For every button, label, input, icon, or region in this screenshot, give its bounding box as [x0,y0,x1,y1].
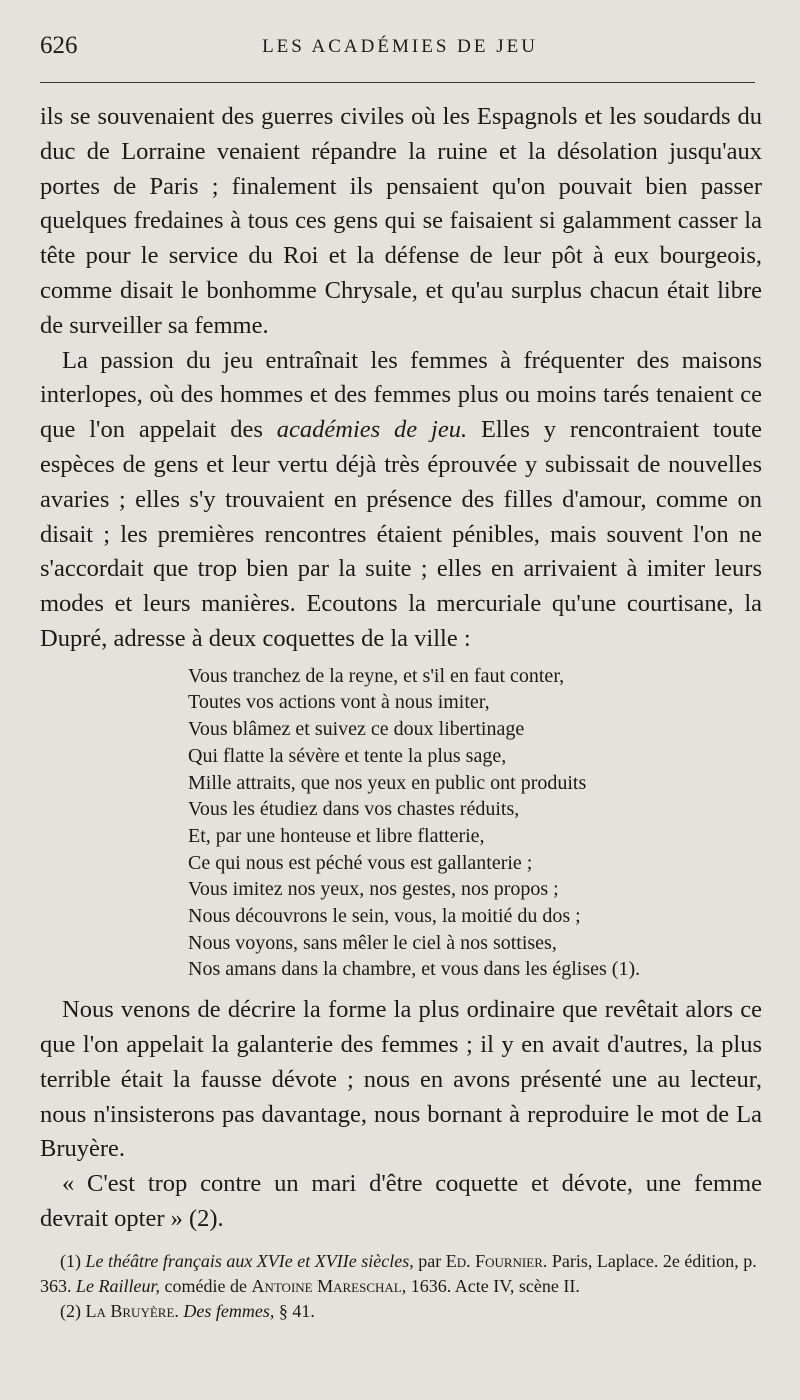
footnotes [40,1249,762,1324]
paragraph-2 [40,344,762,657]
footnote-1-number: (1) [60,1250,86,1271]
verse-quotation [188,663,762,983]
footnote-1-text: . Paris, Laplace. 2e édition, p. 363. [40,1250,757,1296]
verse-line: Vous tranchez de la reyne, et s'il en faut conter, [188,664,565,687]
header-rule [40,82,755,83]
footnote-1 [40,1249,762,1299]
footnote-2-number: (2) [60,1300,86,1321]
paragraph-1: ils se souvenaient des guerres civiles où les Espagnols et les soudards du duc de Lorraine venaient répandre la ruine et la désolation jusqu'aux portes de Paris ; finalement ils pensaient qu'on pouvait bien passer quelques fredaines à tous ces gens qui se faisaient si galamment casser la tête pour le service du Roi et la défense de leur pôt à eux bourgeois, comme disait le bonhomme Chrysale, et qu'au surplus chacun était libre de surveiller sa femme. [40,103,762,339]
footnote-1-text: par [413,1250,446,1271]
page-header [40,28,760,68]
verse-line: Mille attraits, que nos yeux en public ont produits [188,771,587,794]
footnote-2 [40,1299,762,1324]
verse-line: Vous imitez nos yeux, nos gestes, nos propos ; [188,878,559,901]
footnote-1-play-title: Le Railleur, [76,1275,160,1296]
paragraph-3: Nous venons de décrire la forme la plus ordinaire que revêtait alors ce que l'on appelait la galanterie des femmes ; il y en avait d'autres, la plus terrible était la fausse dévote ; nous en avons présenté une au lecteur, nous n'insisterons pas davantage, nous bornant à reproduire le mot de La Bruyère. [40,996,762,1163]
footnote-2-text: . [174,1300,184,1321]
verse-line: Qui flatte la sévère et tente la plus sage, [188,744,507,767]
verse-line: Nous voyons, sans mêler le ciel à nos sottises, [188,931,557,954]
page-body [40,100,762,1324]
paragraph-2-start: La passion du jeu entraînait les femmes à fréquenter des maisons interlopes, où des hommes et des femmes plus ou moins tarés tenaient ce que l'on appelait des [40,346,762,444]
verse-line: Et, par une honteuse et libre flatterie, [188,824,485,847]
verse-line: Vous blâmez et suivez ce doux libertinage [188,718,525,741]
verse-line: Nous découvrons le sein, vous, la moitié du dos ; [188,905,581,928]
verse-line: Vous les étudiez dans vos chastes réduits, [188,798,520,821]
verse-line: Ce qui nous est péché vous est gallanterie ; [188,851,533,874]
footnote-1-playwright: Antoine Mareschal [251,1275,402,1296]
paragraph-4: « C'est trop contre un mari d'être coquette et dévote, une femme devrait opter » (2). [40,1170,762,1232]
running-head: LES ACADÉMIES DE JEU [262,36,538,57]
footnote-2-text: § 41. [274,1300,315,1321]
footnote-2-title: Des femmes, [183,1300,275,1321]
footnote-1-author: Ed. Fournier [445,1250,543,1271]
paragraph-2-end: Elles y rencontraient toute espèces de gens et leur vertu déjà très éprouvée y subissait de nouvelles avaries ; elles s'y trouvaient en présence des filles d'amour, comme on disait ; les premières rencontres étaient pénibles, mais souvent l'on ne s'accordait que trop bien par la suite ; elles en arrivaient à imiter leurs modes et leurs manières. Ecoutons la mercuriale qu'une courtisane, la Dupré, adresse à deux coquettes de la ville : [40,416,762,652]
paragraph-2-emphasis: académies de jeu. [276,416,468,444]
footnote-1-title: Le théâtre français aux XVIe et XVIIe siècles, [85,1250,414,1271]
verse-line: Toutes vos actions vont à nous imiter, [188,691,490,714]
footnote-2-author: La Bruyère [85,1300,175,1321]
footnote-1-text: comédie de [160,1275,252,1296]
footnote-1-text: , 1636. Acte IV, scène II. [401,1275,580,1296]
verse-line: Nos amans dans la chambre, et vous dans les églises (1). [188,958,641,981]
page-number: 626 [40,32,78,59]
